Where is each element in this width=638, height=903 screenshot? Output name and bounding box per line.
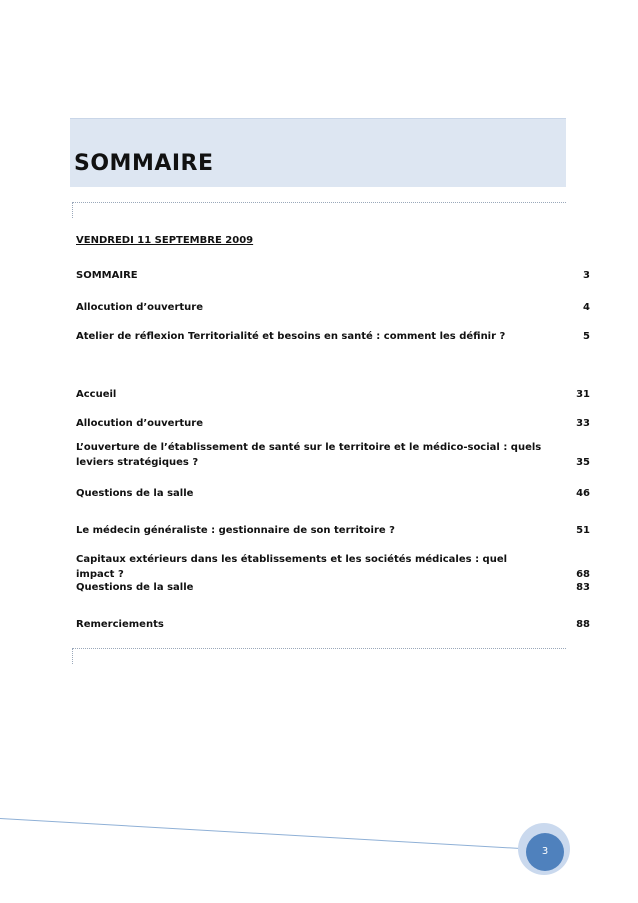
toc-entry-text: Allocution d’ouverture (76, 418, 203, 429)
toc-entry-10[interactable] (76, 580, 590, 595)
page-number: 3 (526, 833, 564, 871)
toc-entry-text: L’ouverture de l’établissement de santé sur le territoire et le médico-social : quels leviers stratégiques ? (76, 442, 542, 468)
toc-entry-text: Capitaux extérieurs dans les établissements et les sociétés médicales : quel impact ? (76, 554, 508, 580)
toc-entry-text: Atelier de réflexion Territorialité et besoins en santé : comment les définir ? (76, 331, 506, 342)
toc-entry-page: 46 (576, 488, 590, 499)
toc-entry-text: Accueil (76, 389, 117, 400)
toc-entry-3[interactable] (76, 329, 590, 344)
toc-entry-8[interactable] (76, 523, 590, 538)
page-number-badge (518, 823, 570, 875)
toc-entry-6[interactable] (76, 440, 590, 470)
title-band (70, 118, 566, 187)
toc-entry-text: Le médecin généraliste : gestionnaire de son territoire ? (76, 525, 395, 536)
top-divider (72, 202, 566, 203)
toc-entry-page: 31 (576, 389, 590, 400)
toc-entry-page: 5 (583, 331, 590, 342)
page-title: SOMMAIRE (74, 151, 214, 176)
toc-entry-page: 68 (576, 569, 590, 580)
toc-entry-page: 51 (576, 525, 590, 536)
toc-entry-text: Questions de la salle (76, 582, 194, 593)
toc-entry-page: 33 (576, 418, 590, 429)
section-date-heading: VENDREDI 11 SEPTEMBRE 2009 (76, 235, 254, 246)
toc-entry-page: 4 (583, 302, 590, 313)
toc-entry-page: 83 (576, 582, 590, 593)
bottom-divider (72, 648, 566, 649)
toc-entry-page: 3 (583, 270, 590, 281)
toc-entry-text: SOMMAIRE (76, 270, 138, 281)
footer-line (0, 818, 559, 851)
toc-entry-7[interactable] (76, 486, 590, 501)
toc-entry-9[interactable] (76, 552, 590, 582)
toc-entry-page: 88 (576, 619, 590, 630)
bottom-divider-tick (72, 648, 73, 664)
toc-entry-4[interactable] (76, 387, 590, 402)
top-divider-tick (72, 202, 73, 218)
toc-entry-text: Questions de la salle (76, 488, 194, 499)
toc-entry-11[interactable] (76, 617, 590, 632)
toc-entry-text: Remerciements (76, 619, 164, 630)
toc-entry-5[interactable] (76, 416, 590, 431)
toc-entry-1[interactable] (76, 268, 590, 283)
toc-entry-2[interactable] (76, 300, 590, 315)
toc-entry-page: 35 (576, 457, 590, 468)
toc-entry-text: Allocution d’ouverture (76, 302, 203, 313)
